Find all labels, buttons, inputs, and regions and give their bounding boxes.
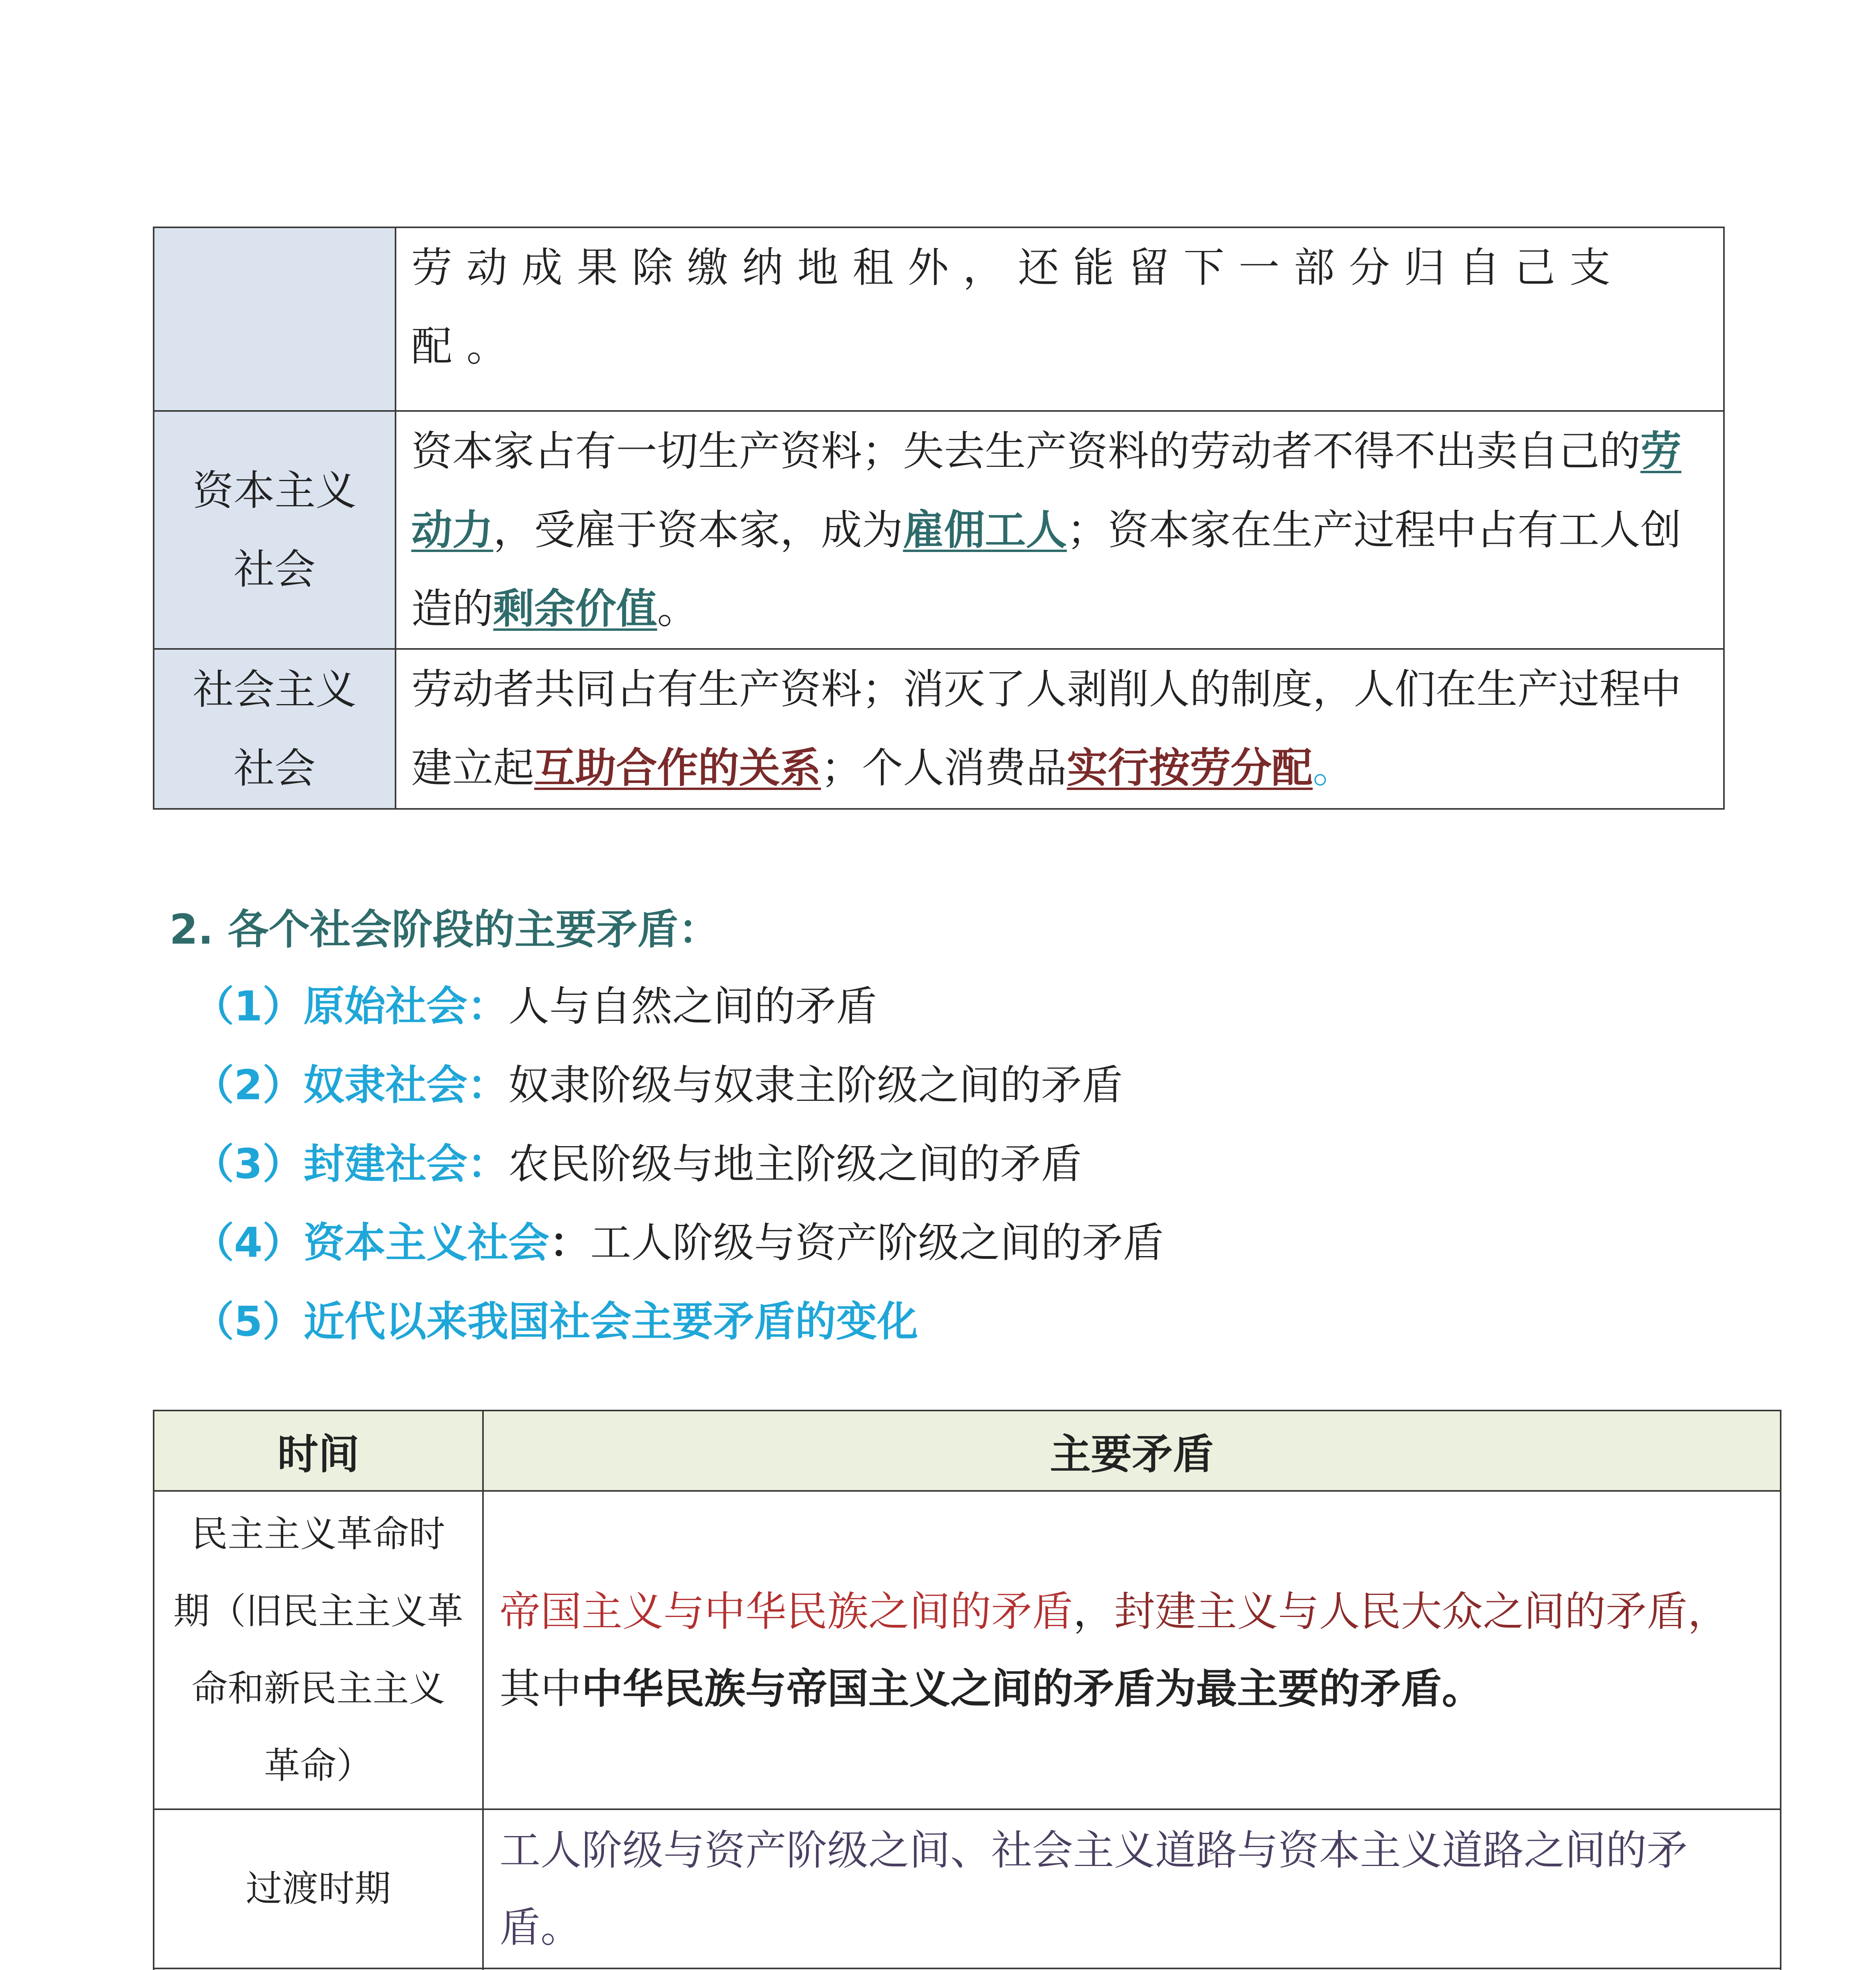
text-segment: 资本家占有一切生产资料；失去生产资料的劳动者不得不出卖自己的: [411, 427, 1641, 475]
text-segment: 工人阶级与资产阶级之间、社会主义道路与资本主义道路之间的矛盾。: [500, 1826, 1688, 1951]
text-segment: ，: [1073, 1587, 1114, 1635]
item-label: （5）近代以来我国社会主要矛盾的变化: [193, 1297, 918, 1346]
row-label: [154, 227, 396, 411]
period-cell: 过渡时期: [154, 1809, 483, 1968]
item-description: 农民阶级与地主阶级之间的矛盾: [508, 1140, 1082, 1188]
table-row: [154, 227, 1724, 411]
item-label: （3）封建社会: [193, 1140, 468, 1188]
item-label: （4）资本主义社会: [193, 1219, 550, 1267]
row-content: [396, 411, 1724, 649]
period-cell: [154, 1968, 483, 1970]
header-contradiction: 主要矛盾: [483, 1411, 1781, 1491]
list-item: [193, 1131, 1082, 1190]
item-label: （1）原始社会: [193, 982, 468, 1030]
keyword: 剩余价值: [493, 585, 658, 633]
header-time: 时间: [154, 1411, 483, 1491]
item-colon: ：: [467, 982, 509, 1030]
keyword: 雇佣工人: [903, 506, 1067, 554]
table-row: [154, 1809, 1781, 1968]
text-segment: 劳动者共同占有生产资料；消灭了人剥削人的制度，人们在生产过程中建立起: [411, 665, 1682, 792]
item-colon: ：: [467, 1140, 509, 1188]
contradiction-cell: [483, 1809, 1781, 1968]
text-segment: 封建主义与人民大众之间的矛盾，: [1114, 1587, 1729, 1635]
item-description: 奴隶阶级与奴隶主阶级之间的矛盾: [508, 1061, 1123, 1109]
table-header-row: [154, 1411, 1781, 1491]
period-cell: 民主主义革命时 期（旧民主主义革 命和新民主主义 革命）: [154, 1491, 483, 1809]
keyword: 互助合作的关系: [534, 744, 821, 792]
contradiction-cell: [483, 1491, 1781, 1809]
table-row: [154, 1491, 1781, 1809]
list-item: [193, 1210, 1164, 1269]
economic-system-table: [153, 227, 1725, 810]
text-segment: 中华民族与帝国主义之间的矛盾为最主要的矛盾。: [581, 1665, 1483, 1713]
text-segment: 。: [657, 585, 698, 633]
list-item: [193, 1052, 1123, 1111]
list-item: [193, 1288, 918, 1347]
contradiction-cell: [483, 1968, 1781, 1970]
item-description: 工人阶级与资产阶级之间的矛盾: [590, 1219, 1164, 1267]
section-title: 2. 各个社会阶段的主要矛盾：: [169, 905, 720, 953]
text-segment: 其中: [500, 1665, 582, 1713]
text-segment: 帝国主义与中华民族之间的矛盾: [500, 1587, 1074, 1635]
text-segment: 。: [1313, 744, 1354, 792]
keyword: 劳动力: [411, 427, 1682, 554]
text-segment: ，受雇于资本家，成为: [493, 506, 903, 554]
row-label: 资本主义 社会: [154, 411, 396, 649]
keyword: 实行按劳分配: [1067, 744, 1313, 792]
row-content: [396, 649, 1724, 809]
text-segment: ；资本家在生产过程中占有工人创造的: [411, 506, 1682, 633]
row-label: 社会主义 社会: [154, 649, 396, 809]
item-colon: ：: [467, 1061, 509, 1109]
text-segment: 劳动成果除缴纳地租外，还能留下一部分归自己支配。: [411, 243, 1625, 370]
row-content: [396, 227, 1724, 411]
table-row: [154, 649, 1724, 809]
list-item: [193, 973, 877, 1032]
table-row: [154, 411, 1724, 649]
text-segment: ；个人消费品: [821, 744, 1067, 792]
table-row: [154, 1968, 1781, 1970]
item-colon: ：: [549, 1219, 591, 1267]
item-description: 人与自然之间的矛盾: [508, 982, 877, 1030]
item-label: （2）奴隶社会: [193, 1061, 468, 1109]
main-contradiction-table: [153, 1410, 1781, 1970]
